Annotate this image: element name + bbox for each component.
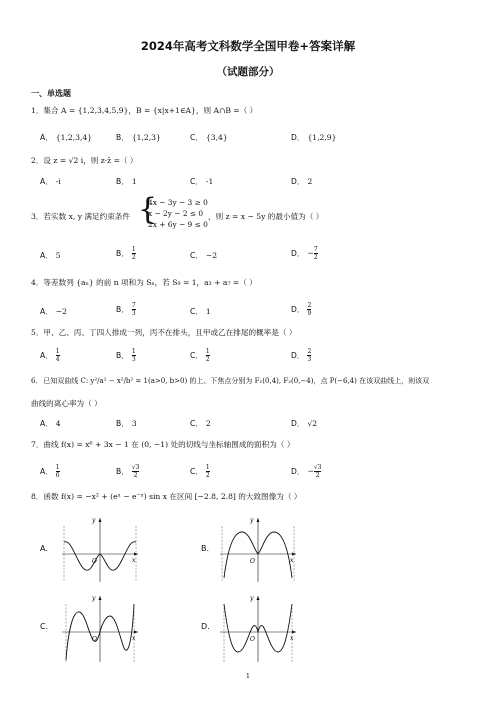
constraint-1: 4x − 3y − 3 ≥ 0 xyxy=(148,198,208,207)
origin-label: O xyxy=(250,558,255,565)
question-text: 设 z = √2 i，则 z·z̄ =（ ） xyxy=(43,156,138,165)
option-a[interactable]: A． $\frac{1}{6}$ xyxy=(40,464,60,479)
option-a[interactable]: A． −2 xyxy=(40,307,67,316)
option-c[interactable]: C． $\frac{1}{2}$ xyxy=(190,464,210,479)
option-a[interactable]: A． -i xyxy=(40,177,61,186)
x-axis-label: x xyxy=(132,557,136,564)
option-d[interactable]: D． {1,2,9} xyxy=(291,133,337,142)
option-d[interactable]: D． $\frac{2}{9}$ xyxy=(291,302,312,317)
question-1-options xyxy=(40,132,480,144)
question-5 xyxy=(31,328,471,338)
y-axis-label: y xyxy=(250,595,254,602)
page-title: 2024年高考文科数学全国甲卷+答案详解 xyxy=(140,39,356,53)
question-text-after: ，则 z = x − 5y 的最小值为（ ） xyxy=(208,212,324,221)
question-text: 已知双曲线 C: y²/a² − x²/b² = 1(a>0, b>0) 的上、下焦点分别为 F₁(0,4), F₂(0,−4)，点 P(−6,4) 在该双曲线上，则该双 xyxy=(43,377,430,385)
x-axis-arrow xyxy=(292,631,296,634)
option-d[interactable]: D． 2 xyxy=(291,177,313,186)
option-b[interactable]: B． 1 xyxy=(116,177,137,186)
question-6 xyxy=(31,376,471,386)
question-4-options xyxy=(40,302,480,318)
question-number: 2． xyxy=(31,156,44,165)
graph-c[interactable] xyxy=(60,594,140,664)
y-axis-arrow xyxy=(257,596,260,600)
option-c[interactable]: C． −2 xyxy=(190,251,218,260)
question-6-options xyxy=(40,418,480,430)
graph-a-label[interactable]: A. xyxy=(40,544,48,553)
question-7-options xyxy=(40,464,480,480)
x-axis-label: x xyxy=(132,635,136,642)
question-1 xyxy=(31,106,471,116)
question-number: 3． xyxy=(31,212,44,221)
option-c[interactable]: C． -1 xyxy=(190,177,214,186)
option-b[interactable]: B． {1,2,3} xyxy=(116,133,161,142)
y-axis-label: y xyxy=(92,517,96,524)
question-text: 等差数列 {aₙ} 的前 n 项和为 Sₙ，若 S₉ = 1，a₃ + a₇ =（ ） xyxy=(43,278,257,287)
y-axis-label: y xyxy=(250,517,254,524)
page-number: 1 xyxy=(245,672,251,680)
question-number: 6． xyxy=(31,377,43,385)
option-b[interactable]: B． $\frac{1}{3}$ xyxy=(116,348,136,363)
question-text: 曲线 f(x) = x⁶ + 3x − 1 在 (0, −1) 处的切线与坐标轴围成的面积为（ ） xyxy=(43,440,295,449)
origin-label: O xyxy=(250,636,255,643)
origin-label: O xyxy=(92,636,97,643)
x-axis-label: x xyxy=(290,635,294,642)
y-axis-arrow xyxy=(99,596,102,600)
question-text-before: 若实数 x, y 满足约束条件 xyxy=(43,212,130,221)
question-2-options xyxy=(40,176,480,188)
y-axis-label: y xyxy=(92,595,96,602)
question-2 xyxy=(31,156,471,166)
question-8 xyxy=(31,492,471,502)
graph-b-label[interactable]: B. xyxy=(201,544,210,553)
option-b[interactable]: B． $\frac{√3}{2}$ xyxy=(116,464,140,479)
graph-d-label[interactable]: D. xyxy=(201,622,210,631)
constraint-system xyxy=(148,197,208,230)
question-number: 4． xyxy=(31,278,44,287)
option-c[interactable]: C． $\frac{1}{2}$ xyxy=(190,348,210,363)
question-4 xyxy=(31,278,471,288)
question-3-options xyxy=(40,246,480,262)
option-c[interactable]: C． 2 xyxy=(190,419,211,428)
option-c[interactable]: C． {3,4} xyxy=(190,133,228,142)
option-d[interactable]: D． $\frac{2}{3}$ xyxy=(291,348,312,363)
option-a[interactable]: A． {1,2,3,4} xyxy=(40,133,93,142)
constraint-3: 2x + 6y − 9 ≤ 0 xyxy=(148,220,208,229)
graph-a[interactable] xyxy=(60,516,140,584)
y-axis-arrow xyxy=(99,518,102,522)
x-axis-arrow xyxy=(134,631,138,634)
question-text: 甲、乙、丙、丁四人排成一列，丙不在排头，且甲或乙在排尾的概率是（ ） xyxy=(43,328,297,337)
question-number: 7． xyxy=(31,440,44,449)
option-a[interactable]: A． $\frac{1}{4}$ xyxy=(40,348,60,363)
question-text: 集合 A = {1,2,3,4,5,9}，B = {x|x+1∈A}，则 A∩B =（ ） xyxy=(43,106,258,115)
system-brace: { xyxy=(138,192,158,227)
graph-b[interactable] xyxy=(218,516,298,584)
origin-label: O xyxy=(92,558,97,565)
option-b[interactable]: B． $\frac{1}{2}$ xyxy=(116,246,136,261)
option-d[interactable]: D． − $\frac{√3}{2}$ xyxy=(291,464,322,479)
option-a[interactable]: A． 5 xyxy=(40,251,61,260)
graph-c-label[interactable]: C. xyxy=(40,622,49,631)
question-number: 1． xyxy=(31,106,44,115)
option-b[interactable]: B． 3 xyxy=(116,419,137,428)
y-axis-arrow xyxy=(257,518,260,522)
constraint-2: x − 2y − 2 ≤ 0 xyxy=(148,209,204,218)
section-heading: 一、单选题 xyxy=(31,89,71,98)
page-subtitle: （试题部分） xyxy=(216,66,280,78)
question-6-line2: 曲线的离心率为（ ） xyxy=(31,399,102,408)
question-7 xyxy=(31,440,471,450)
option-d[interactable]: D． √2 xyxy=(291,419,318,428)
question-3-tail xyxy=(208,212,468,222)
question-text: 函数 f(x) = −x² + (eˣ − e⁻ˣ) sin x 在区间 [−2.8, 2.8] 的大致图像为（ ） xyxy=(43,492,302,501)
question-number: 8． xyxy=(31,492,44,501)
x-axis-label: x xyxy=(290,557,294,564)
option-d[interactable]: D． − $\frac{7}{2}$ xyxy=(291,246,318,261)
question-5-options xyxy=(40,348,480,364)
option-b[interactable]: B． $\frac{7}{3}$ xyxy=(116,302,136,317)
option-a[interactable]: A． 4 xyxy=(40,419,61,428)
question-number: 5． xyxy=(31,328,44,337)
option-c[interactable]: C． 1 xyxy=(190,307,211,316)
graph-d[interactable] xyxy=(218,594,298,664)
